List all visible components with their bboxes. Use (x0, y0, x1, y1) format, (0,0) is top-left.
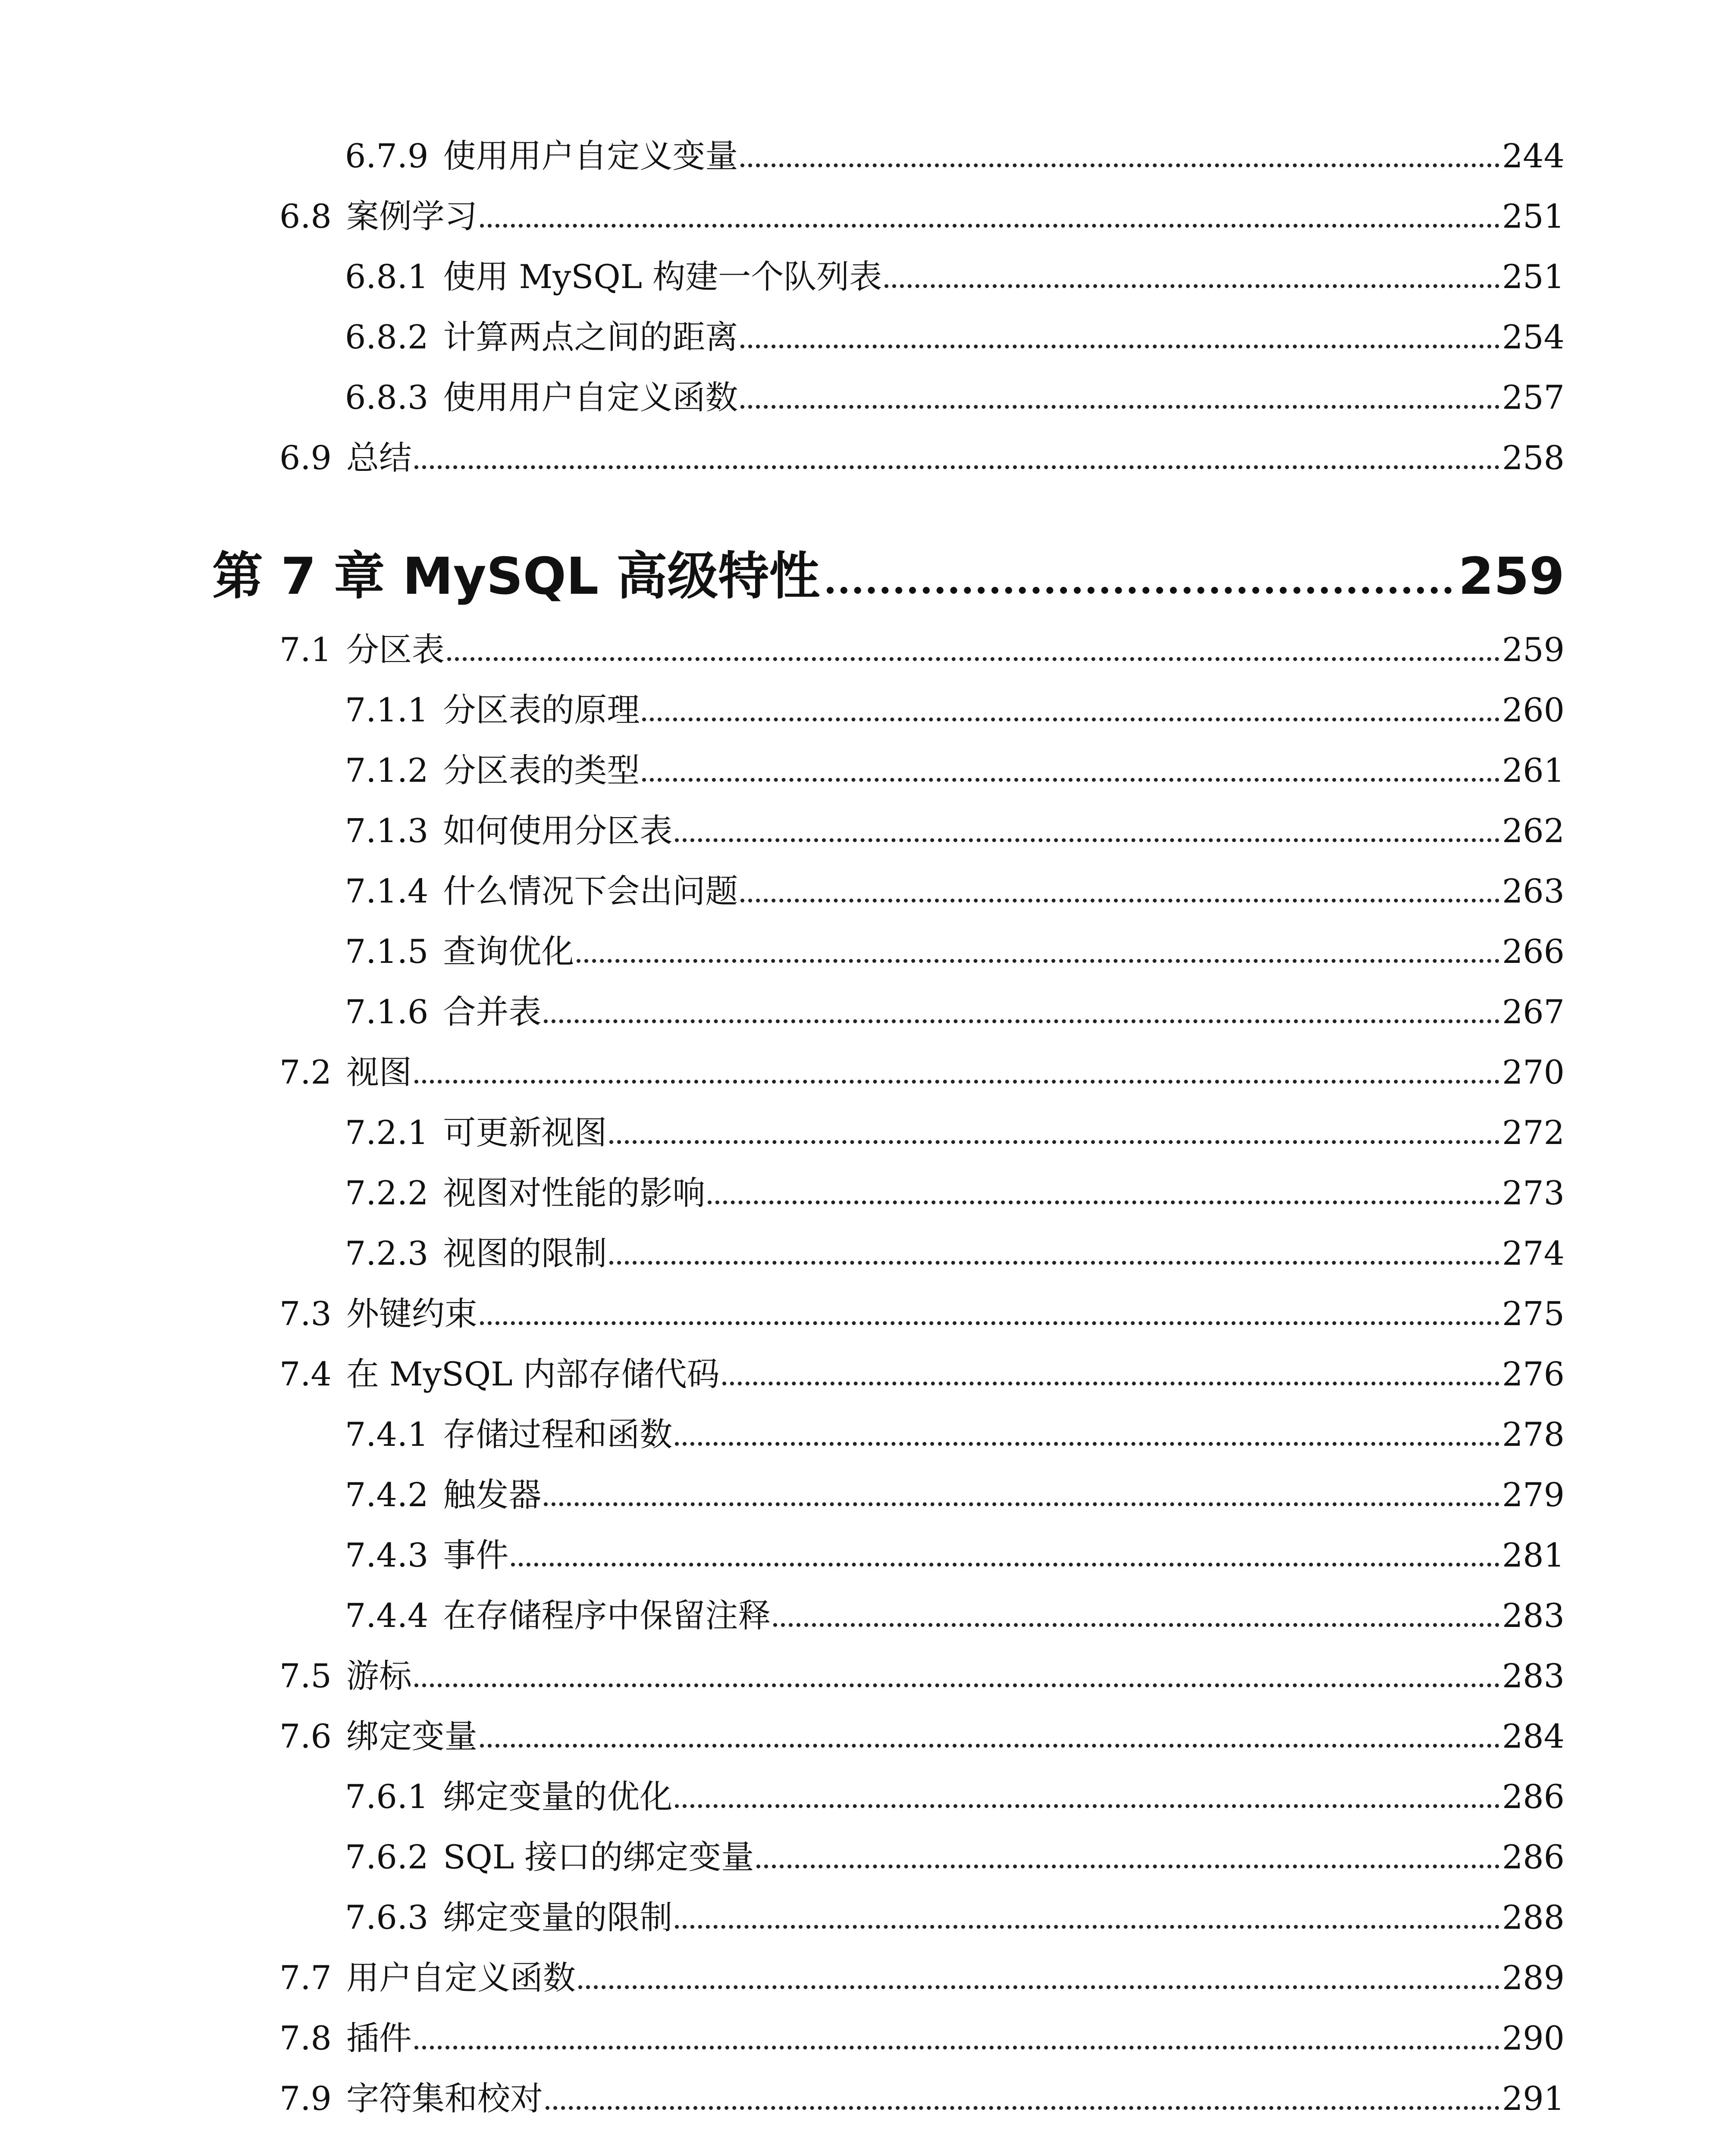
dot-leader (740, 899, 1499, 903)
entry-number: 7.4.2 (345, 1476, 429, 1514)
entry-number: 7.6.2 (345, 1838, 429, 1876)
entry-title: 事件 (443, 1536, 509, 1574)
entry-title: 计算两点之间的距离 (443, 318, 738, 356)
chapter-heading (212, 533, 1565, 606)
entry-page-number: 273 (1502, 1174, 1565, 1212)
entry-title: 分区表的类型 (443, 751, 640, 790)
toc-entry (345, 985, 1565, 1031)
entry-number: 7.2 (279, 1053, 332, 1091)
entry-number: 7.6 (279, 1717, 332, 1755)
entry-page-number: 263 (1502, 872, 1565, 910)
entry-title: 用户自定义函数 (346, 1959, 576, 1997)
entry-number: 7.2.2 (345, 1174, 429, 1212)
entry-number: 7.6.1 (345, 1777, 429, 1816)
dot-leader (546, 2106, 1499, 2110)
entry-page-number: 290 (1502, 2019, 1565, 2057)
entry-number: 7.1 (279, 630, 332, 669)
toc-entry (279, 190, 1565, 233)
chapter-title: 第 7 章 MySQL 高级特性 (212, 546, 820, 606)
dot-leader (609, 1261, 1499, 1265)
entry-number: 7.4.4 (345, 1596, 429, 1635)
dot-leader (740, 405, 1499, 409)
entry-number: 6.8 (279, 197, 332, 235)
dot-leader (675, 838, 1499, 842)
entry-number: 7.3 (279, 1294, 332, 1333)
entry-title: 绑定变量的优化 (443, 1777, 673, 1816)
entry-number: 6.7.9 (345, 137, 429, 175)
dot-leader (414, 1683, 1499, 1687)
dot-leader (884, 284, 1499, 288)
toc-entry (345, 1891, 1565, 1937)
entry-number: 7.4 (279, 1355, 332, 1393)
entry-title: 合并表 (443, 993, 542, 1031)
entry-number: 7.4.1 (345, 1415, 429, 1454)
toc-entry (345, 1830, 1565, 1874)
dot-leader (414, 465, 1499, 469)
entry-title: 插件 (346, 2019, 412, 2057)
dot-leader (480, 1321, 1499, 1325)
entry-page-number: 272 (1502, 1113, 1565, 1152)
entry-title: 绑定变量 (346, 1717, 477, 1755)
dot-leader (544, 1502, 1499, 1506)
entry-number: 7.2.1 (345, 1113, 429, 1152)
dot-leader (722, 1382, 1499, 1385)
entry-number: 7.5 (279, 1657, 332, 1695)
entry-number: 7.7 (279, 1959, 332, 1997)
entry-page-number: 251 (1502, 197, 1565, 235)
toc-entry (279, 623, 1565, 669)
entry-page-number: 291 (1502, 2079, 1565, 2118)
dot-leader (480, 224, 1499, 228)
toc-entry (345, 744, 1565, 790)
entry-number: 7.2.3 (345, 1234, 429, 1272)
entry-page-number: 286 (1502, 1838, 1565, 1876)
dot-leader (511, 1563, 1499, 1567)
entry-title: 分区表 (346, 630, 445, 669)
toc-entry (345, 1770, 1565, 1816)
dot-leader (577, 959, 1499, 963)
entry-number: 7.1.5 (345, 932, 429, 971)
toc-entry (345, 1589, 1565, 1635)
entry-title: 什么情况下会出问题 (443, 872, 738, 910)
entry-title: 绑定变量的限制 (443, 1898, 673, 1937)
dot-leader (642, 718, 1499, 721)
entry-page-number: 270 (1502, 1053, 1565, 1091)
entry-page-number: 251 (1502, 257, 1565, 296)
entry-number: 6.9 (279, 439, 332, 477)
entry-title: 分区表的原理 (443, 691, 640, 729)
entry-title: 视图对性能的影响 (443, 1174, 706, 1212)
dot-leader (414, 1080, 1499, 1084)
dot-leader (609, 1140, 1499, 1144)
toc-entry (279, 431, 1565, 477)
entry-title: 使用用户自定义变量 (443, 137, 738, 175)
toc-entry (345, 925, 1565, 971)
entry-page-number: 257 (1502, 378, 1565, 417)
entry-page-number: 262 (1502, 812, 1565, 850)
chapter-page-number: 259 (1458, 546, 1565, 606)
entry-title: 存储过程和函数 (443, 1415, 673, 1454)
entry-title: 触发器 (443, 1476, 542, 1514)
entry-page-number: 258 (1502, 439, 1565, 477)
entry-page-number: 289 (1502, 1959, 1565, 1997)
dot-leader (578, 1985, 1499, 1989)
entry-page-number: 267 (1502, 993, 1565, 1031)
entry-number: 6.8.3 (345, 378, 429, 417)
entry-title: 在存储程序中保留注释 (443, 1596, 771, 1635)
toc-entry (345, 865, 1565, 908)
toc-entry (345, 250, 1565, 296)
entry-page-number: 254 (1502, 318, 1565, 356)
entry-title: 字符集和校对 (346, 2079, 543, 2118)
entry-page-number: 276 (1502, 1355, 1565, 1393)
entry-page-number: 260 (1502, 691, 1565, 729)
toc-entry (345, 1408, 1565, 1454)
toc-entry (279, 2012, 1565, 2055)
toc-entry (345, 310, 1565, 354)
toc-entry (279, 1046, 1565, 1089)
entry-title: 查询优化 (443, 932, 574, 971)
toc-entry (345, 1106, 1565, 1152)
toc-entry (279, 1649, 1565, 1695)
toc-entry (279, 1710, 1565, 1753)
entry-title: 总结 (346, 439, 412, 477)
entry-number: 7.4.3 (345, 1536, 429, 1574)
entry-number: 7.9 (279, 2079, 332, 2118)
entry-number: 7.1.2 (345, 751, 429, 790)
dot-leader (544, 1019, 1499, 1023)
toc-entry (279, 1348, 1565, 1391)
entry-title: 案例学习 (346, 197, 477, 235)
toc-entry (279, 1287, 1565, 1333)
toc-entry (345, 683, 1565, 727)
entry-page-number: 266 (1502, 932, 1565, 971)
entry-page-number: 283 (1502, 1657, 1565, 1695)
entry-page-number: 274 (1502, 1234, 1565, 1272)
dot-leader (480, 1744, 1499, 1748)
entry-page-number: 244 (1502, 137, 1565, 175)
entry-title: SQL 接口的绑定变量 (443, 1838, 754, 1876)
entry-title: 外键约束 (346, 1294, 477, 1333)
entry-page-number: 284 (1502, 1717, 1565, 1755)
entry-page-number: 286 (1502, 1777, 1565, 1816)
entry-page-number: 259 (1502, 630, 1565, 669)
entry-number: 7.6.3 (345, 1898, 429, 1937)
dot-leader (708, 1200, 1499, 1204)
dot-leader (675, 1442, 1499, 1446)
entry-number: 7.1.4 (345, 872, 429, 910)
dot-leader (675, 1925, 1499, 1929)
entry-title: 游标 (346, 1657, 412, 1695)
toc-entry (345, 1227, 1565, 1270)
entry-title: 可更新视图 (443, 1113, 607, 1152)
entry-number: 6.8.1 (345, 257, 429, 296)
entry-page-number: 279 (1502, 1476, 1565, 1514)
entry-number: 7.1.6 (345, 993, 429, 1031)
toc-entry (279, 1951, 1565, 1997)
entry-title: 视图 (346, 1053, 412, 1091)
toc-entry (345, 129, 1565, 175)
entry-title: 使用用户自定义函数 (443, 378, 738, 417)
entry-number: 7.1.1 (345, 691, 429, 729)
dot-leader (773, 1623, 1499, 1627)
dot-leader (740, 345, 1499, 348)
toc-entry (279, 2072, 1565, 2118)
dot-leader (414, 2046, 1499, 2049)
dot-leader (827, 587, 1451, 594)
toc-entry (345, 1468, 1565, 1514)
dot-leader (756, 1865, 1499, 1868)
toc-entry (345, 1166, 1565, 1210)
toc-entry (345, 1529, 1565, 1572)
entry-number: 7.8 (279, 2019, 332, 2057)
entry-page-number: 278 (1502, 1415, 1565, 1454)
entry-title: 使用 MySQL 构建一个队列表 (443, 257, 882, 296)
dot-leader (642, 778, 1499, 782)
entry-page-number: 261 (1502, 751, 1565, 790)
toc-entry (345, 371, 1565, 417)
entry-title: 在 MySQL 内部存储代码 (346, 1355, 720, 1393)
entry-number: 6.8.2 (345, 318, 429, 356)
entry-title: 视图的限制 (443, 1234, 607, 1272)
entry-page-number: 275 (1502, 1294, 1565, 1333)
entry-title: 如何使用分区表 (443, 812, 673, 850)
entry-number: 7.1.3 (345, 812, 429, 850)
dot-leader (740, 163, 1499, 167)
entry-page-number: 288 (1502, 1898, 1565, 1937)
entry-page-number: 283 (1502, 1596, 1565, 1635)
dot-leader (675, 1804, 1499, 1808)
toc-entry (345, 804, 1565, 850)
entry-page-number: 281 (1502, 1536, 1565, 1574)
dot-leader (447, 657, 1499, 661)
